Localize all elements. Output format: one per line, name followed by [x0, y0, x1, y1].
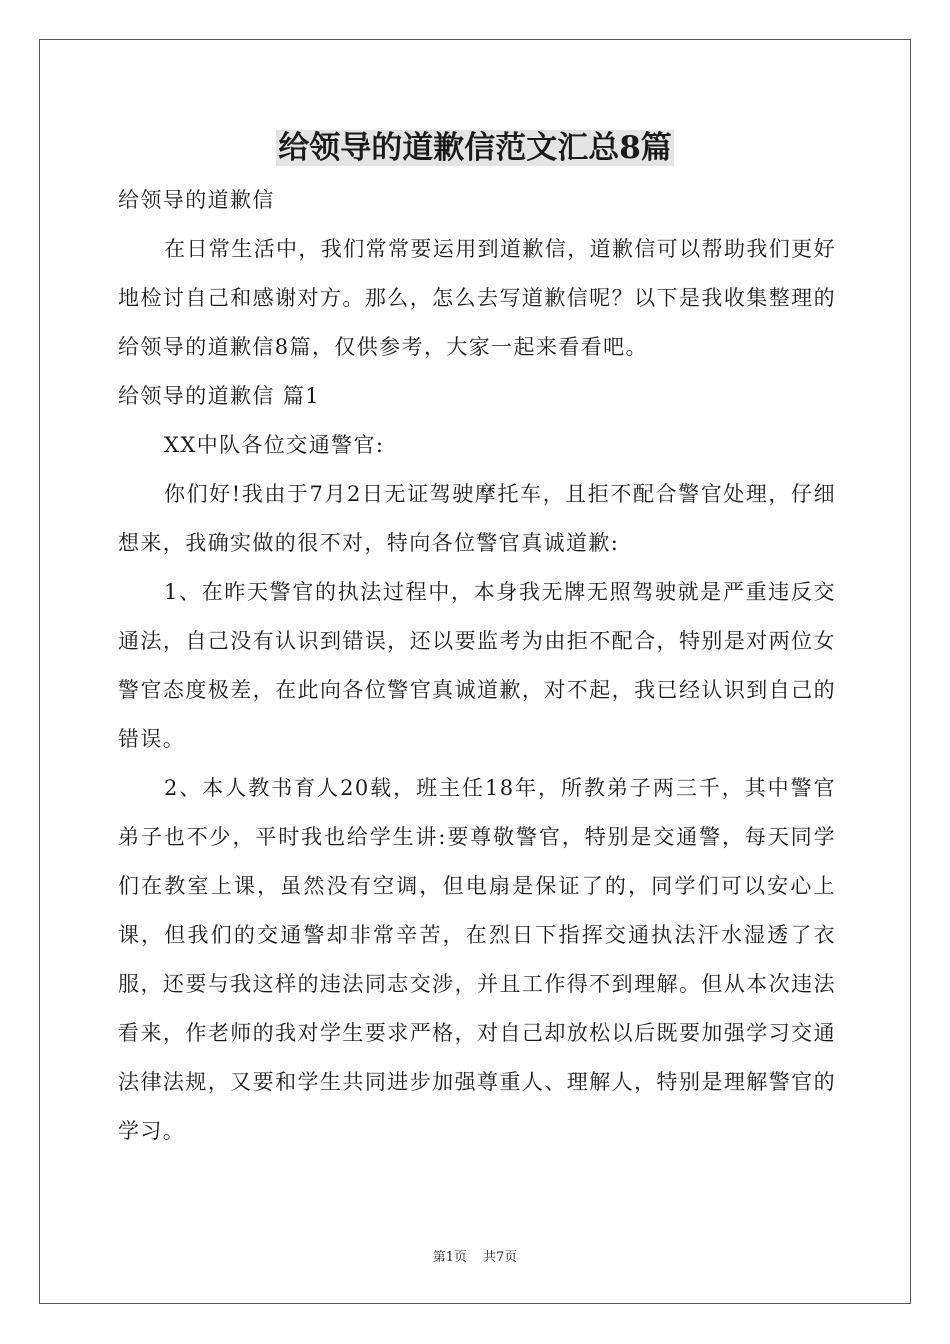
paragraph-greeting: 你们好!我由于7月2日无证驾驶摩托车，且拒不配合警官处理，仔细想来，我确实做的很不对，特向各位警官真诚道歉: [118, 482, 836, 555]
paragraph-point-2: 2、本人教书育人20载，班主任18年，所教弟子两三千，其中警官弟子也不少，平时我也给学生讲:要尊敬警官，特别是交通警，每天同学们在教室上课，虽然没有空调，但电扇是保证了的，同学们可以安心上课，但我们的交通警却非常辛苦，在烈日下指挥交通执法汗水湿透了衣服，还要与我这样的违法同志交涉，并且工作得不到理解。但从本次违法看来，作老师的我对学生要求严格，对自己却放松以后既要加强学习交通法律法规，又要和学生共同进步加强尊重人、理解人，特别是理解警官的学习。 [118, 776, 836, 1143]
document-title [0, 128, 950, 168]
paragraph-intro: 在日常生活中，我们常常要运用到道歉信，道歉信可以帮助我们更好地检讨自己和感谢对方。那么，怎么去写道歉信呢？以下是我收集整理的给领导的道歉信8篇，仅供参考，大家一起来看看吧。 [118, 237, 836, 359]
page-footer [0, 1246, 950, 1265]
paragraph-salutation: XX中队各位交通警官: [164, 433, 385, 457]
page-number: 第1页 [432, 1250, 467, 1265]
document-title-text: 给领导的道歉信范文汇总8篇 [278, 130, 672, 166]
page-total: 共7页 [483, 1250, 518, 1265]
paragraph-point-1: 1、在昨天警官的执法过程中，本身我无牌无照驾驶就是严重违反交通法，自己没有认识到错误，还以要监考为由拒不配合，特别是对两位女警官态度极差，在此向各位警官真诚道歉，对不起，我已经认识到自己的错误。 [118, 580, 836, 751]
paragraph-section-heading: 给领导的道歉信 篇1 [118, 384, 321, 408]
document-body [118, 176, 836, 1156]
paragraph-heading: 给领导的道歉信 [118, 188, 275, 212]
